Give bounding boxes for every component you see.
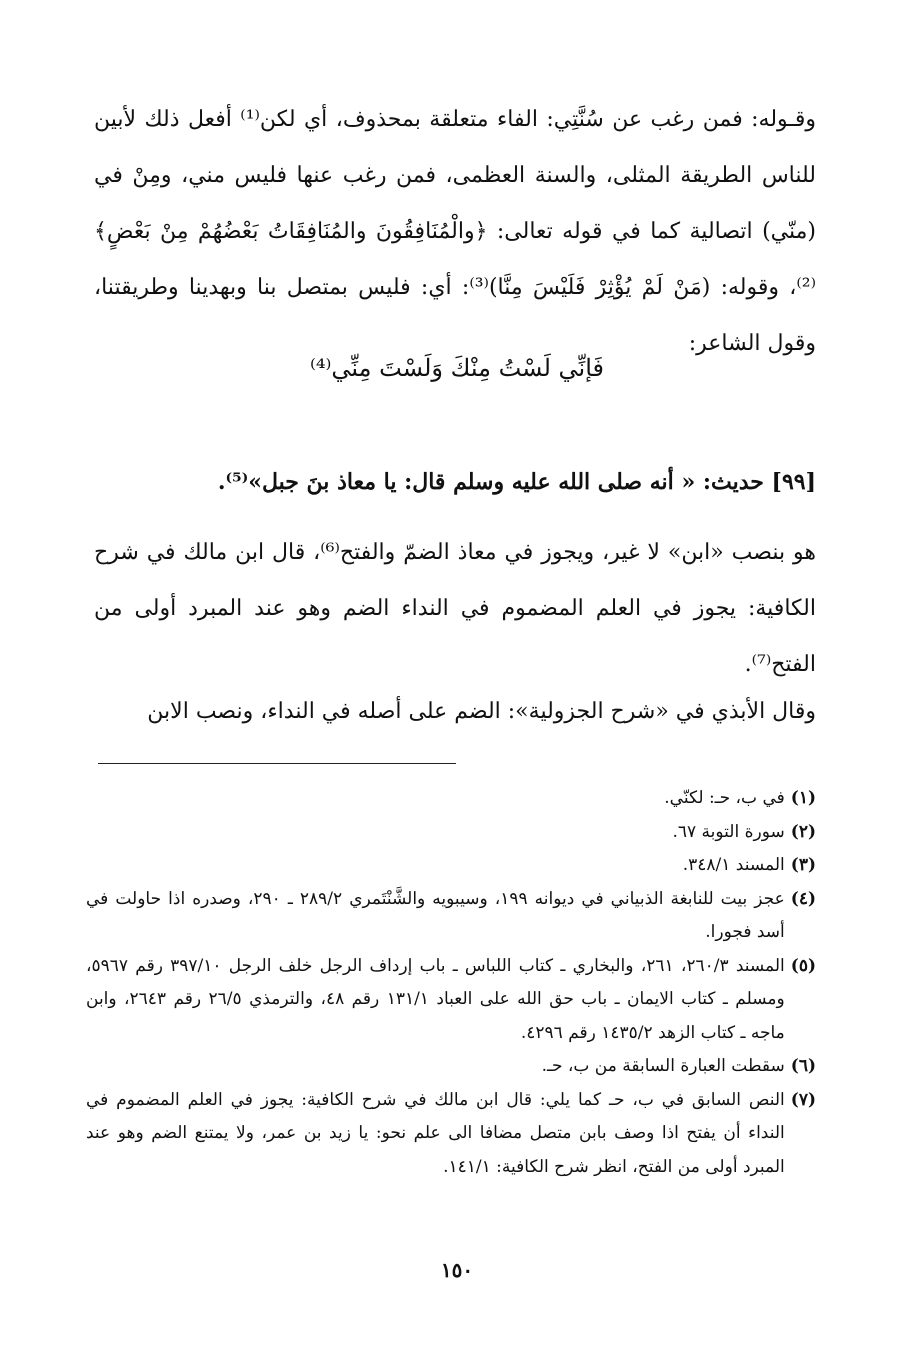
commentary-paragraph-3 [94,684,816,740]
footnote-number: (٧) [790,1089,816,1110]
footnote [86,1050,816,1084]
footnote [86,883,816,950]
footnote-text: في ب، حـ: لكنّي. [664,788,785,808]
footnote [86,816,816,850]
footnote [86,950,816,1051]
footnote-number: (٤) [790,888,816,909]
paragraph-text: وقال الأبذي في «شرح الجزولية»: الضم على أصله في النداء، ونصب الابن [147,699,816,724]
commentary-paragraph-2 [94,525,816,693]
paragraph-text: هو بنصب «ابن» لا غير، ويجوز في معاذ الضمّ والفتح⁽⁶⁾، قال ابن مالك في شرح الكافية: يجوز في العلم المضموم في النداء الضم وهو عند المبرد أولى من الفتح⁽⁷⁾. [94,540,817,677]
footnote-text: سقطت العبارة السابقة من ب، حـ. [541,1056,785,1076]
footnote-text: المسند ٢٦٠/٣، ٢٦١، والبخاري ـ كتاب اللباس ـ باب إرداف الرجل خلف الرجل ٣٩٧/١٠ رقم ٥٩٦٧، ومسلم ـ كتاب الايمان ـ باب حق الله على العباد ١٣١/١ رقم ٤٨، والترمذي ٢٦/٥ رقم ٢٦٤٣، وابن ماجه ـ كتاب الزهد ١٤٣٥/٢ رقم ٤٢٩٦. [86,955,785,1043]
footnote [86,782,816,816]
footnote-text: النص السابق في ب، حـ كما يلي: قال ابن مالك في شرح الكافية: يجوز في العلم المضموم في النداء أن يفتح اذا وصف بابن متصل مضافا الى علم نحو: يا زيد بن عمر، ولا يمتنع الضم وهو عند المبرد أولى من الفتح، انظر شرح الكافية: ١٤١/١. [86,1089,785,1177]
footnote-number: (٥) [790,955,816,976]
footnote-text: المسند ٣٤٨/١. [682,855,785,875]
footnote-number: (٢) [790,821,816,842]
footnote [86,849,816,883]
footnotes [86,782,816,1184]
hadith-heading: [٩٩] حديث: « أنه صلى الله عليه وسلم قال: يا معاذ بنَ جبل»⁽⁵⁾. [217,469,816,495]
commentary-paragraph-1 [94,92,816,372]
paragraph-text: وقـوله: فمن رغب عن سُنَّتِي: الفاء متعلقة بمحذوف، أي لكن⁽¹⁾ أفعل ذلك لأبين للناس الطريقة المثلى، والسنة العظمى، فمن رغب عنها فليس مني، ومِنْ في (منّي) اتصالية كما في قوله تعالى: ﴿والْمُنَافِقُونَ والمُنَافِقَاتُ بَعْضُهُمْ مِنْ بَعْضٍ﴾⁽²⁾، وقوله: (مَنْ لَمْ يُؤْثِرْ فَلَيْسَ مِنَّا)⁽³⁾: أي: فليس بمتصل بنا وبهدينا وطريقتنا، وقول الشاعر: [94,107,816,356]
footnote-number: (١) [790,788,816,808]
poetry-verse: فَإنِّي لَسْتُ مِنْكَ وَلَسْتَ مِنِّي⁽⁴⁾ [309,354,604,382]
footnote-separator [98,763,456,764]
footnote-text: سورة التوبة ٦٧. [672,821,785,842]
page-number: ١٥٠ [440,1258,474,1282]
footnote [86,1084,816,1185]
footnote-text: عجز بيت للنابغة الذبياني في ديوانه ١٩٩، وسيبويه والشَّنْتَمري ٢٨٩/٢ ـ ٢٩٠، وصدره اذا حاولت في أسد فجورا. [86,888,785,942]
footnote-number: (٦) [790,1056,816,1076]
footnote-number: (٣) [790,855,816,875]
